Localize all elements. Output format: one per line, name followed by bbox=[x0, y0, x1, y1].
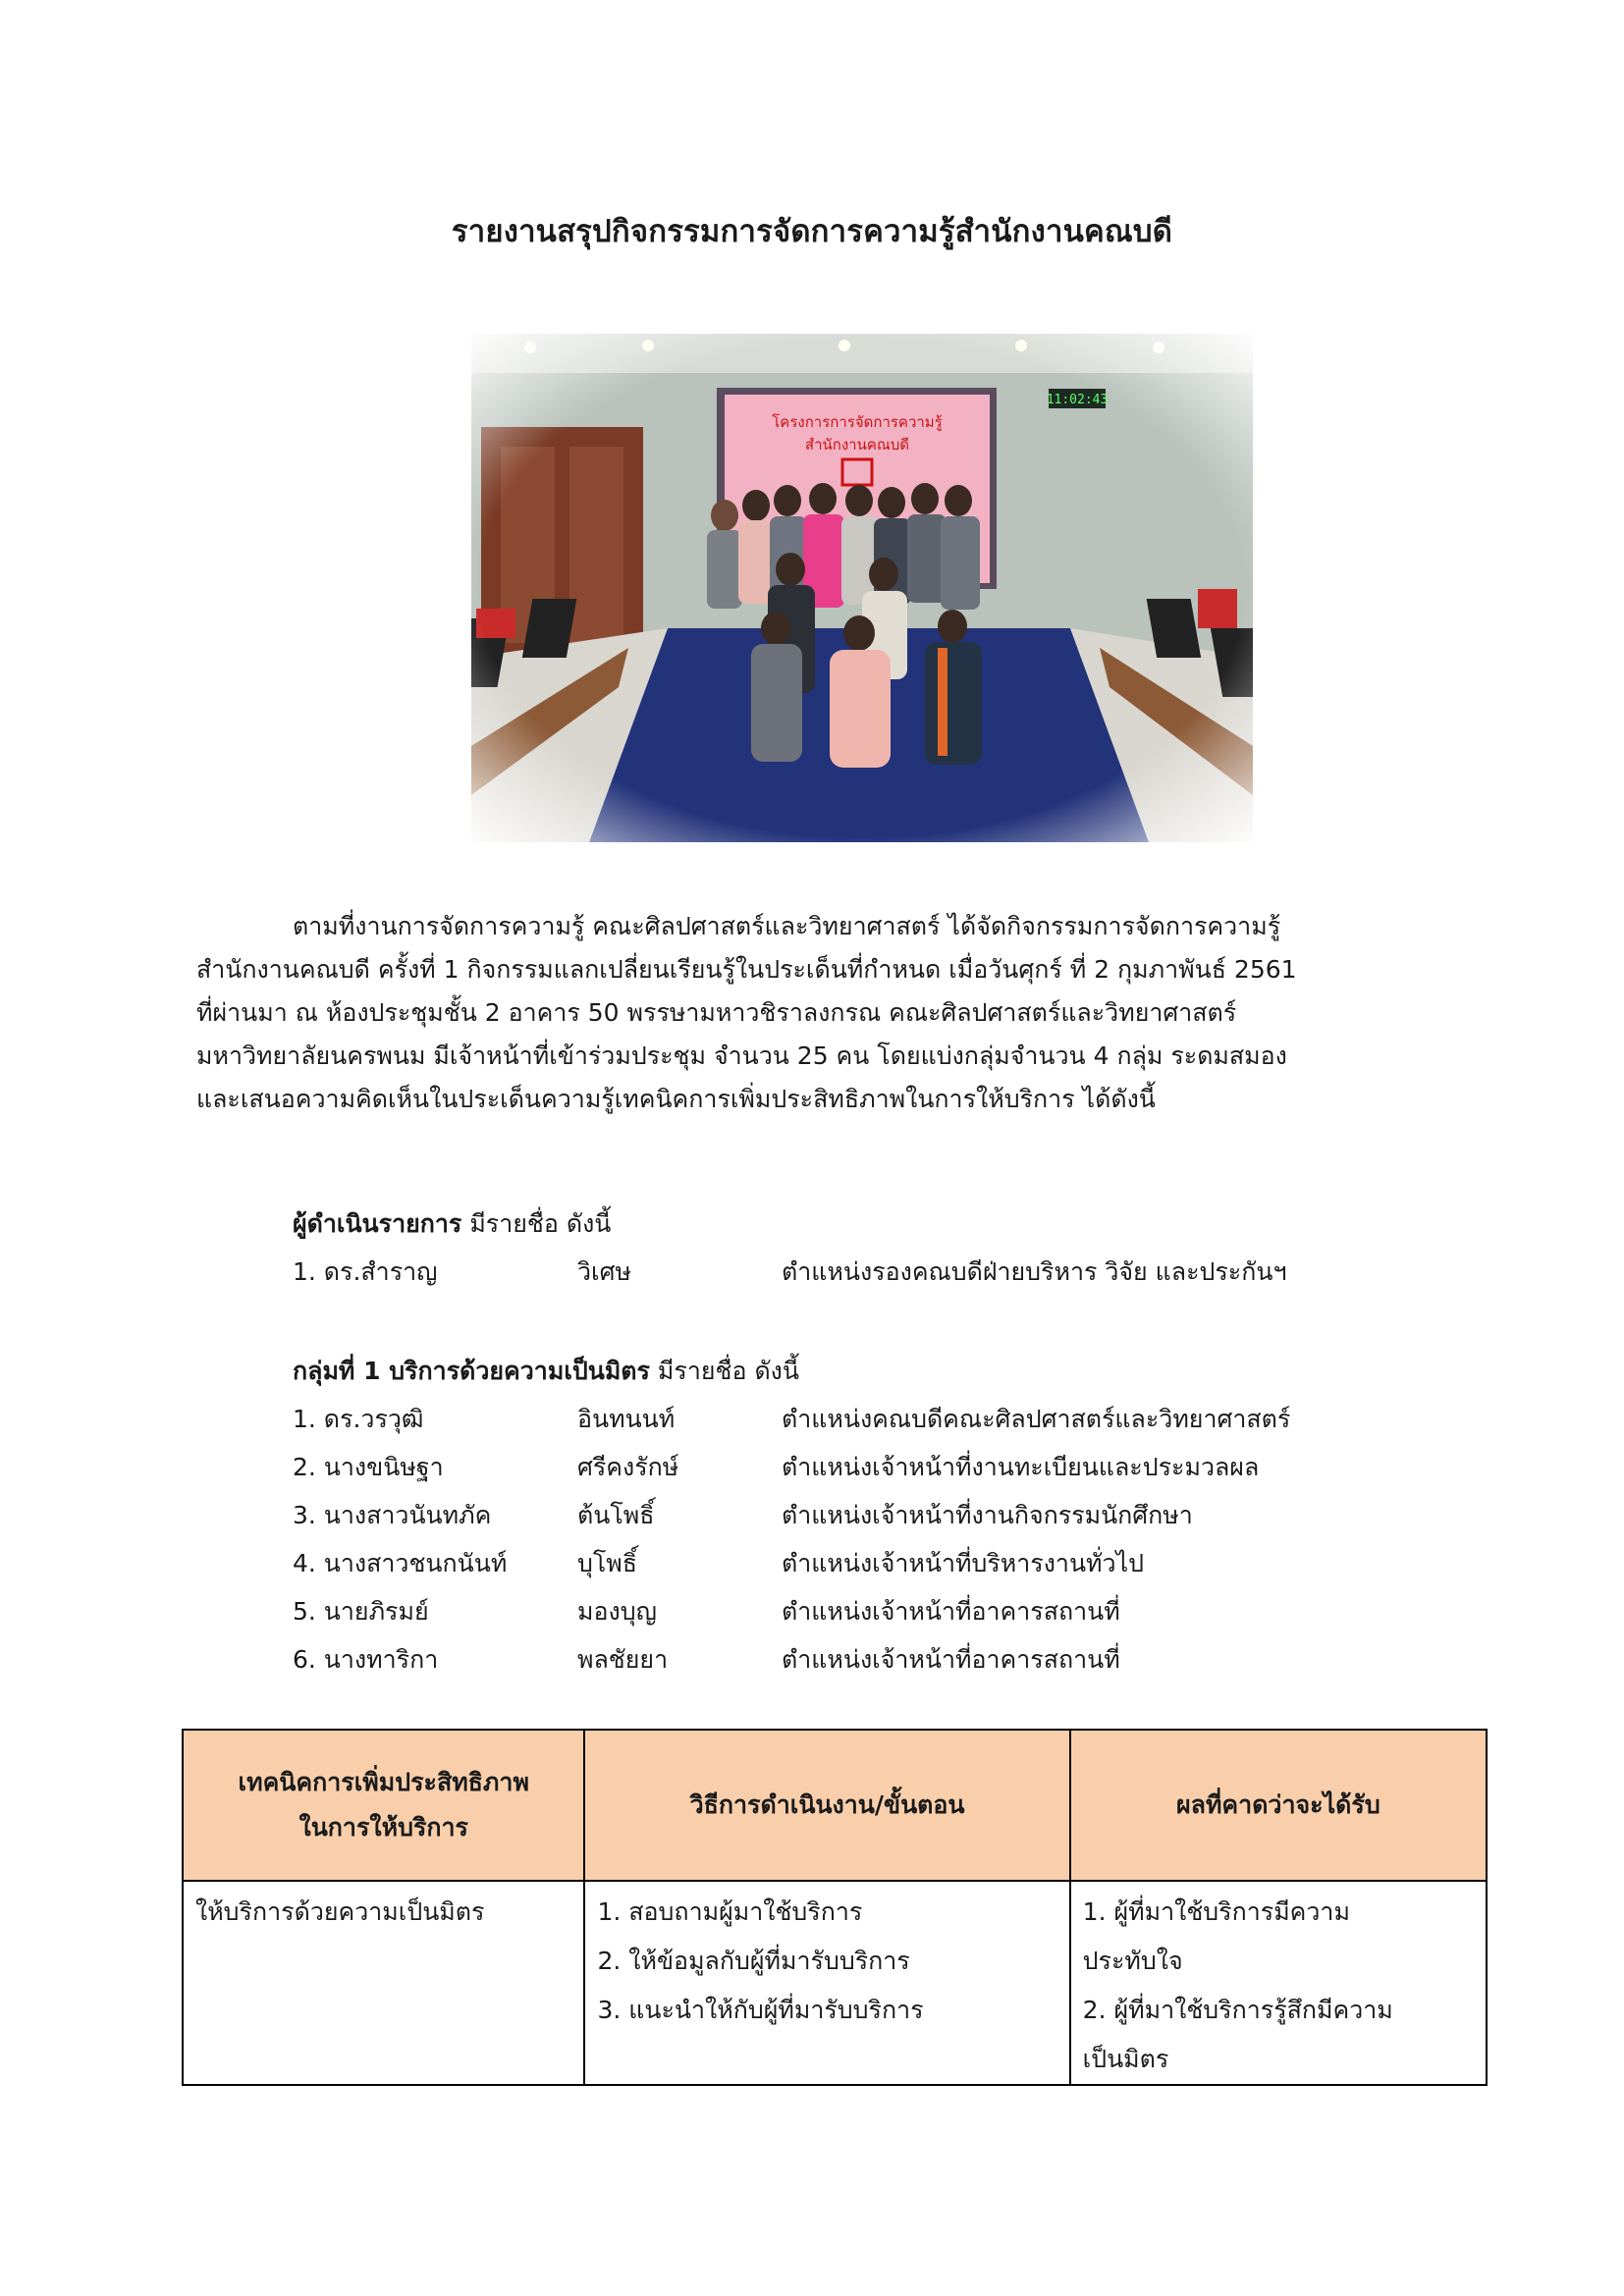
step-item: 3. แนะนำให้กับผู้ที่มารับบริการ bbox=[597, 1996, 924, 2024]
member-row bbox=[293, 1491, 1290, 1539]
member-surname: ต้นโพธิ์ bbox=[577, 1501, 655, 1529]
table-row bbox=[183, 1881, 1487, 2085]
paragraph-line: สำนักงานคณบดี ครั้งที่ 1 กิจกรรมแลกเปลี่ยนเรียนรู้ในประเด็นที่กำหนด เมื่อวันศุกร์ ที่ 2 กุมภาพันธ์ 2561 bbox=[196, 955, 1297, 984]
member-surname: วิเศษ bbox=[577, 1257, 631, 1286]
result-item: 1. ผู้ที่มาใช้บริการมีความ bbox=[1082, 1897, 1350, 1926]
member-name: 6. นางทาริกา bbox=[293, 1645, 439, 1674]
cell-text: ให้บริการด้วยความเป็นมิตร bbox=[195, 1897, 485, 1926]
moderator-heading-bold: ผู้ดำเนินรายการ bbox=[293, 1209, 462, 1238]
member-surname: อินทนนท์ bbox=[577, 1405, 676, 1433]
member-name: 2. นางขนิษฐา bbox=[293, 1453, 444, 1481]
group1-heading-rest: มีรายชื่อ ดังนี้ bbox=[649, 1357, 799, 1385]
member-surname: บุโพธิ์ bbox=[577, 1549, 638, 1577]
result-item: ประทับใจ bbox=[1082, 1947, 1183, 1975]
paragraph-line: ตามที่งานการจัดการความรู้ คณะศิลปศาสตร์และวิทยาศาสตร์ ได้จัดกิจกรรมการจัดการความรู้ bbox=[293, 912, 1281, 940]
header-technique bbox=[183, 1730, 584, 1881]
cell-steps bbox=[584, 1881, 1069, 2085]
member-name: 1. ดร.วรวุฒิ bbox=[293, 1405, 424, 1433]
member-position: ตำแหน่งเจ้าหน้าที่งานกิจกรรมนักศึกษา bbox=[782, 1501, 1193, 1529]
header-results bbox=[1070, 1730, 1487, 1881]
group1-heading bbox=[293, 1347, 1290, 1395]
cell-results bbox=[1070, 1881, 1487, 2085]
member-row bbox=[293, 1587, 1290, 1635]
group-photo bbox=[471, 334, 1253, 842]
member-row bbox=[293, 1395, 1290, 1443]
paragraph-line: และเสนอความคิดเห็นในประเด็นความรู้เทคนิคการเพิ่มประสิทธิภาพในการให้บริการ ได้ดังนี้ bbox=[196, 1085, 1156, 1113]
group1-heading-bold: กลุ่มที่ 1 บริการด้วยความเป็นมิตร bbox=[293, 1357, 650, 1385]
member-surname: ศรีคงรักษ์ bbox=[577, 1453, 679, 1481]
member-name: 5. นายภิรมย์ bbox=[293, 1597, 429, 1626]
member-position: ตำแหน่งเจ้าหน้าที่อาคารสถานที่ bbox=[782, 1645, 1120, 1674]
report-title: รายงานสรุปกิจกรรมการจัดการความรู้สำนักงานคณบดี bbox=[451, 214, 1173, 249]
member-position: ตำแหน่งคณบดีคณะศิลปศาสตร์และวิทยาศาสตร์ bbox=[782, 1405, 1291, 1433]
moderator-row bbox=[293, 1248, 1287, 1296]
header-steps bbox=[584, 1730, 1069, 1881]
header-text: ผลที่คาดว่าจะได้รับ bbox=[1175, 1790, 1380, 1819]
paragraph-line: ที่ผ่านมา ณ ห้องประชุมชั้น 2 อาคาร 50 พรรษามหาวชิราลงกรณ คณะศิลปศาสตร์และวิทยาศาสตร์ bbox=[196, 998, 1237, 1027]
member-position: ตำแหน่งเจ้าหน้าที่บริหารงานทั่วไป bbox=[782, 1549, 1145, 1577]
member-row bbox=[293, 1539, 1290, 1587]
step-item: 1. สอบถามผู้มาใช้บริการ bbox=[597, 1897, 863, 1926]
member-position: ตำแหน่งเจ้าหน้าที่งานทะเบียนและประมวลผล bbox=[782, 1453, 1260, 1481]
member-position: ตำแหน่งเจ้าหน้าที่อาคารสถานที่ bbox=[782, 1597, 1120, 1626]
moderator-section bbox=[293, 1200, 1287, 1296]
header-text: เทคนิคการเพิ่มประสิทธิภาพ bbox=[238, 1768, 529, 1796]
step-item: 2. ให้ข้อมูลกับผู้ที่มารับบริการ bbox=[597, 1947, 910, 1975]
result-item: เป็นมิตร bbox=[1082, 2045, 1169, 2073]
group1-section bbox=[293, 1347, 1290, 1683]
technique-table bbox=[182, 1729, 1488, 2086]
member-name: 4. นางสาวชนกนันท์ bbox=[293, 1549, 508, 1577]
member-name: 1. ดร.สำราญ bbox=[293, 1257, 438, 1286]
member-surname: มองบุญ bbox=[577, 1597, 657, 1626]
header-text: วิธีการดำเนินงาน/ขั้นตอน bbox=[689, 1790, 965, 1819]
header-text: ในการให้บริการ bbox=[298, 1813, 468, 1842]
moderator-heading-rest: มีรายชื่อ ดังนี้ bbox=[461, 1209, 612, 1238]
moderator-heading bbox=[293, 1200, 1287, 1248]
member-surname: พลชัยยา bbox=[577, 1645, 669, 1674]
member-row bbox=[293, 1635, 1290, 1683]
member-row bbox=[293, 1443, 1290, 1491]
member-position: ตำแหน่งรองคณบดีฝ่ายบริหาร วิจัย และประกันฯ bbox=[782, 1257, 1287, 1286]
result-item: 2. ผู้ที่มาใช้บริการรู้สึกมีความ bbox=[1082, 1996, 1393, 2024]
summary-paragraph bbox=[196, 905, 1432, 1121]
paragraph-line: มหาวิทยาลัยนครพนม มีเจ้าหน้าที่เข้าร่วมประชุม จำนวน 25 คน โดยแบ่งกลุ่มจำนวน 4 กลุ่ม ระดมสมอง bbox=[196, 1041, 1287, 1070]
table-header-row bbox=[183, 1730, 1487, 1881]
cell-technique bbox=[183, 1881, 584, 2085]
member-name: 3. นางสาวนันทภัค bbox=[293, 1501, 492, 1529]
